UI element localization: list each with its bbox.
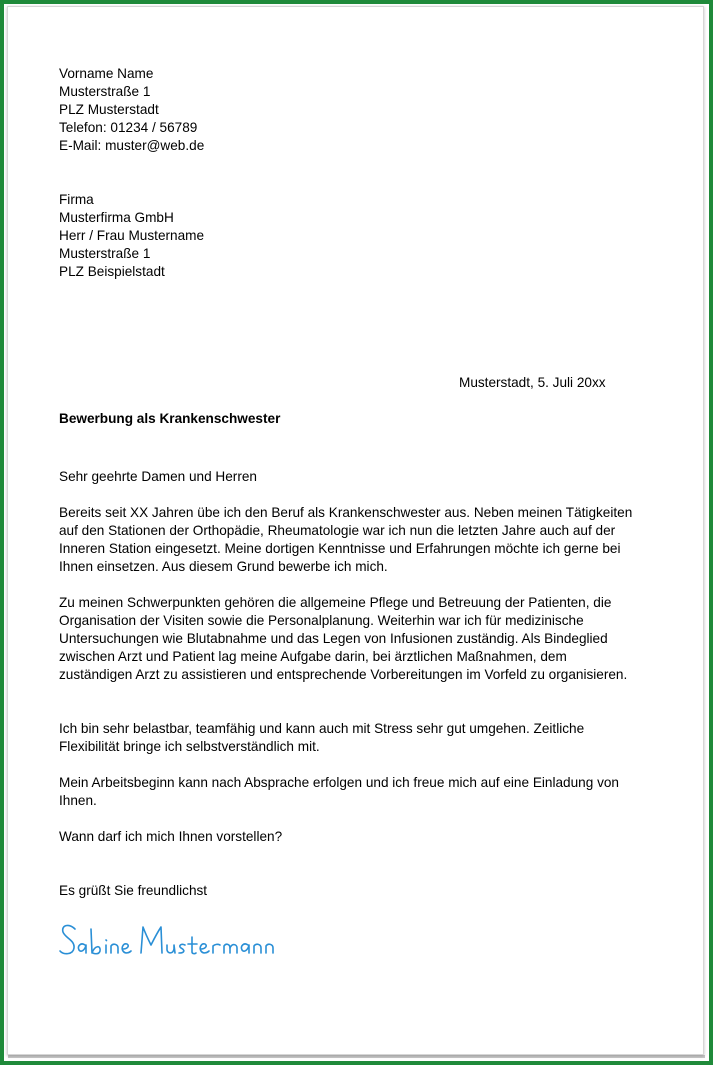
body-paragraph-4: Mein Arbeitsbeginn kann nach Absprache erfolgen und ich freue mich auf eine Einladung von Ihnen. [59, 775, 619, 808]
recipient-city: PLZ Beispielstadt [59, 264, 165, 279]
body-paragraph-2: Zu meinen Schwerpunkten gehören die allgemeine Pflege und Betreuung der Patienten, die Organisation der Visiten sowie die Personalplanung. Weiterhin war ich für medizinische Untersuchungen wie Blutabnahme und das Legen von Infusionen zuständig. Als Bindeglied zwischen Arzt und Patient lag meine Aufgabe darin, bei ärztlichen Maßnahmen, dem zuständigen Arzt zu assistieren und entsprechende Vorbereitungen im Vorfeld zu organisieren. [59, 595, 628, 682]
sender-name: Vorname Name [59, 66, 154, 81]
recipient-contact: Herr / Frau Mustername [59, 228, 205, 243]
page-shadow [8, 1055, 705, 1058]
sender-email: E-Mail: muster@web.de [59, 138, 205, 153]
body-paragraph-3: Ich bin sehr belastbar, teamfähig und kann auch mit Stress sehr gut umgehen. Zeitliche Flexibilität bringe ich selbstverständlich mit. [59, 721, 585, 754]
letter-date: Musterstadt, 5. Juli 20xx [459, 375, 606, 390]
sender-street: Musterstraße 1 [59, 84, 151, 99]
sender-address [59, 65, 204, 155]
letter-subject: Bewerbung als Krankenschwester [59, 411, 281, 426]
body-paragraph-5: Wann darf ich mich Ihnen vorstellen? [59, 829, 283, 844]
handwritten-signature [55, 915, 295, 963]
closing-line: Es grüßt Sie freundlichst [59, 883, 208, 898]
recipient-street: Musterstraße 1 [59, 246, 151, 261]
sender-city: PLZ Musterstadt [59, 102, 159, 117]
salutation: Sehr geehrte Damen und Herren [59, 469, 257, 484]
recipient-address [59, 191, 204, 281]
sender-phone: Telefon: 01234 / 56789 [59, 120, 198, 135]
body-paragraph-1: Bereits seit XX Jahren übe ich den Beruf als Krankenschwester aus. Neben meinen Tätigkeiten auf den Stationen der Orthopädie, Rheumatologie war ich nun die letzten Jahre auch auf der Inneren Station eingesetzt. Meine dortigen Kenntnisse und Erfahrungen möchte ich gerne bei Ihnen einsetzen. Aus diesem Grund bewerbe ich mich. [59, 505, 633, 574]
recipient-company-label: Firma [59, 192, 94, 207]
recipient-company: Musterfirma GmbH [59, 210, 174, 225]
